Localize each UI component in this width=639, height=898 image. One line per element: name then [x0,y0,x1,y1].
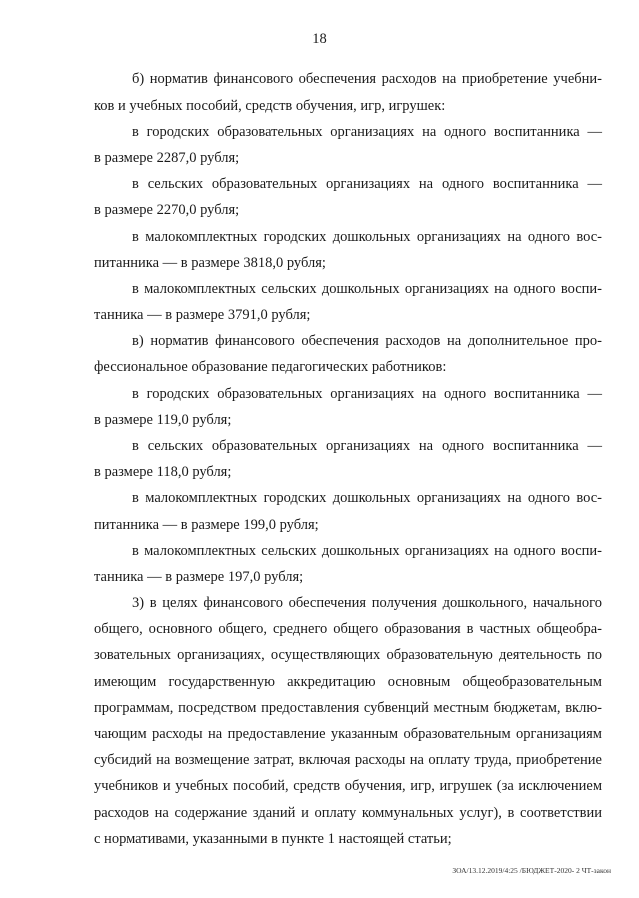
text-line: питанника — в размере 199,0 рубля; [94,517,319,533]
text-line: в размере 2287,0 рубля; [94,150,240,166]
text-line: в размере 118,0 рубля; [94,464,232,480]
text-line: программам, посредством предоставления субвенций местным бюджетам, вклю- [94,700,602,716]
text-line: танника — в размере 3791,0 рубля; [94,307,311,323]
text-line: в малокомплектных сельских дошкольных организациях на одного воспи- [132,281,602,297]
text-line: в городских образовательных организациях на одного воспитанника — [132,124,602,140]
text-line: в сельских образовательных организациях на одного воспитанника — [132,438,602,454]
text-line: в городских образовательных организациях на одного воспитанника — [132,386,602,402]
text-line: субсидий на возмещение затрат, включая расходы на оплату труда, приобретение [94,752,602,768]
text-line: б) норматив финансового обеспечения расходов на приобретение учебни- [132,71,602,87]
text-line: танника — в размере 197,0 рубля; [94,569,304,585]
footer-reference: ЗОА/13.12.2019/4:25 /БЮДЖЕТ-2020- 2 ЧТ-закон [452,866,611,875]
text-line: в малокомплектных городских дошкольных организациях на одного вос- [132,229,602,245]
text-line: в размере 2270,0 рубля; [94,202,240,218]
text-line: общего, основного общего, среднего общего образования в частных общеобра- [94,621,602,637]
text-line: в размере 119,0 рубля; [94,412,232,428]
text-line: в малокомплектных сельских дошкольных организациях на одного воспи- [132,543,602,559]
text-line: в сельских образовательных организациях на одного воспитанника — [132,176,602,192]
text-line: зовательных организациях, осуществляющих образовательную деятельность по [94,647,602,663]
text-line: в) норматив финансового обеспечения расходов на дополнительное про- [132,333,602,349]
text-line: чающим расходы на предоставление указанным образовательным организациям [94,726,602,742]
page-number: 18 [312,31,327,47]
text-line: в малокомплектных городских дошкольных организациях на одного вос- [132,490,602,506]
text-line: имеющим государственную аккредитацию основным общеобразовательным [94,674,602,690]
text-line: 3) в целях финансового обеспечения получения дошкольного, начального [132,595,602,611]
text-line: учебников и учебных пособий, средств обучения, игр, игрушек (за исключением [94,778,602,794]
text-line: фессиональное образование педагогических работников: [94,359,447,375]
text-line: питанника — в размере 3818,0 рубля; [94,255,326,271]
text-line: расходов на содержание зданий и оплату коммунальных услуг), в соответствии [94,805,602,821]
text-line: с нормативами, указанными в пункте 1 настоящей статьи; [94,831,452,847]
text-line: ков и учебных пособий, средств обучения, игр, игрушек: [94,98,446,114]
